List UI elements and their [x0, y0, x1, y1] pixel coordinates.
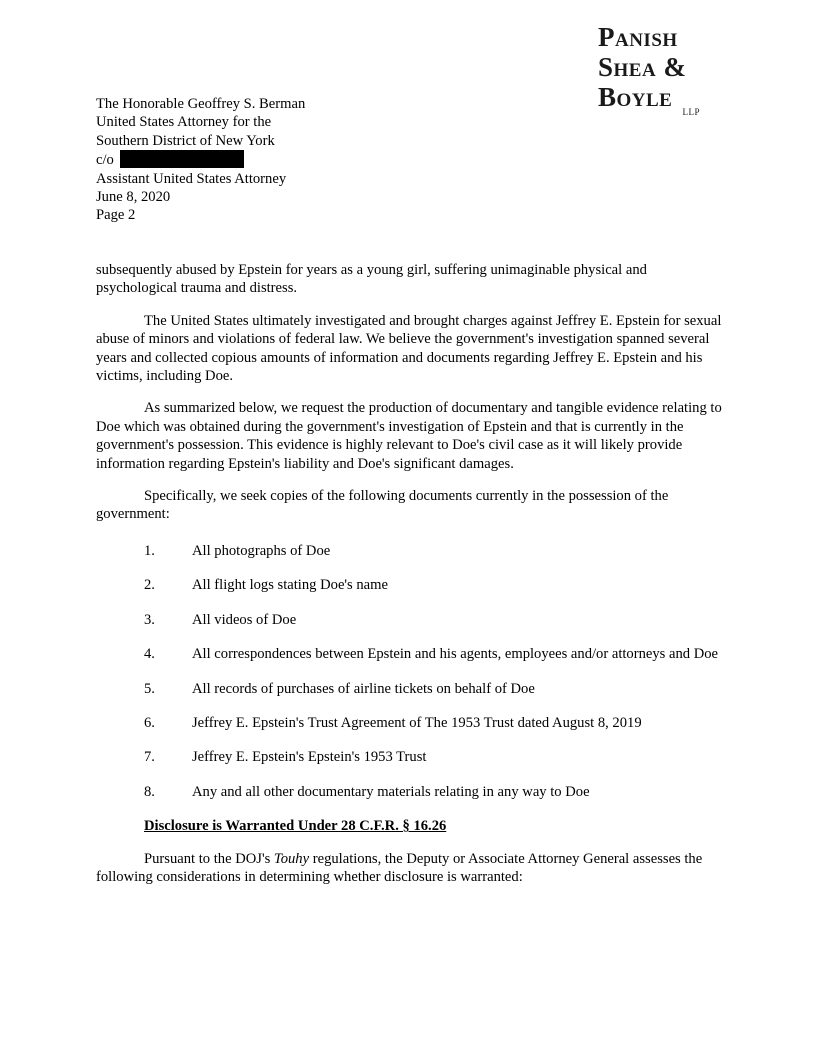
firm-logo: [598, 22, 708, 116]
list-number: 1.: [144, 542, 155, 559]
list-text: All videos of Doe: [192, 611, 297, 628]
paragraph-4: Specifically, we seek copies of the following documents currently in the possession of the government:: [96, 488, 669, 523]
list-text: All correspondences between Epstein and his agents, employees and/or attorneys and Doe: [192, 646, 719, 663]
list-text: All flight logs stating Doe's name: [192, 577, 388, 594]
list-text: Jeffrey E. Epstein's Trust Agreement of The 1953 Trust dated August 8, 2019: [192, 714, 642, 731]
list-number: 5.: [144, 680, 155, 697]
list-item: [96, 542, 726, 560]
paragraph-1: subsequently abused by Epstein for years as a young girl, suffering unimaginable physical and psychological trauma and distress.: [96, 262, 647, 297]
logo-line-2: Shea &: [598, 52, 687, 82]
list-number: 4.: [144, 646, 155, 663]
redaction-box: [120, 150, 244, 168]
letter-body: [96, 261, 726, 900]
list-text: Jeffrey E. Epstein's Epstein's 1953 Trust: [192, 749, 427, 766]
list-text: All photographs of Doe: [192, 542, 331, 559]
touhy-italic: Touhy: [273, 850, 310, 867]
request-list: [96, 542, 726, 801]
list-number: 3.: [144, 611, 155, 628]
list-item: [96, 748, 726, 766]
logo-llp: LLP: [682, 107, 700, 117]
list-item: [96, 611, 726, 629]
list-item: [96, 783, 726, 801]
address-line-1: The Honorable Geoffrey S. Berman: [96, 96, 306, 112]
closing-text-2: regulations, the Deputy or Associate Attorney General assesses the following considerations in determining whether disclosure is warranted:: [96, 850, 703, 885]
address-block: [96, 95, 305, 225]
care-of-label: c/o: [96, 152, 114, 169]
address-line-5: Assistant United States Attorney: [96, 170, 287, 187]
closing-paragraph: [96, 850, 726, 887]
care-of-line: [96, 150, 305, 169]
paragraph-2: The United States ultimately investigated and brought charges against Jeffrey E. Epstein for sexual abuse of minors and violations of federal law. We believe the government's investigation spanned several years and collected copious amounts of information and documents regarding Jeffrey E. Epstein and his victims, including Doe.: [96, 312, 722, 385]
letter-date: June 8, 2020: [96, 189, 171, 206]
list-number: 8.: [144, 783, 155, 800]
closing-text-1: Pursuant to the DOJ's: [144, 850, 274, 867]
logo-line-1: Panish: [598, 22, 678, 52]
list-number: 2.: [144, 577, 155, 594]
list-number: 6.: [144, 714, 155, 731]
address-line-2: United States Attorney for the: [96, 114, 272, 131]
list-text: All records of purchases of airline tickets on behalf of Doe: [192, 680, 535, 697]
section-heading: Disclosure is Warranted Under 28 C.F.R. § 16.26: [144, 818, 447, 835]
paragraph-3: As summarized below, we request the production of documentary and tangible evidence relating to Doe which was obtained during the government's investigation of Epstein and that is currently in the government's possession. This evidence is highly relevant to Doe's civil case as it will likely provide information regarding Epstein's liability and Doe's significant damages.: [96, 400, 722, 472]
list-text: Any and all other documentary materials relating in any way to Doe: [192, 783, 590, 800]
page-number: Page 2: [96, 207, 136, 224]
list-number: 7.: [144, 749, 155, 766]
list-item: [96, 576, 726, 594]
logo-line-3: Boyle: [598, 82, 673, 112]
address-line-3: Southern District of New York: [96, 132, 275, 149]
list-item: [96, 714, 726, 732]
list-item: [96, 680, 726, 698]
list-item: [96, 645, 726, 663]
